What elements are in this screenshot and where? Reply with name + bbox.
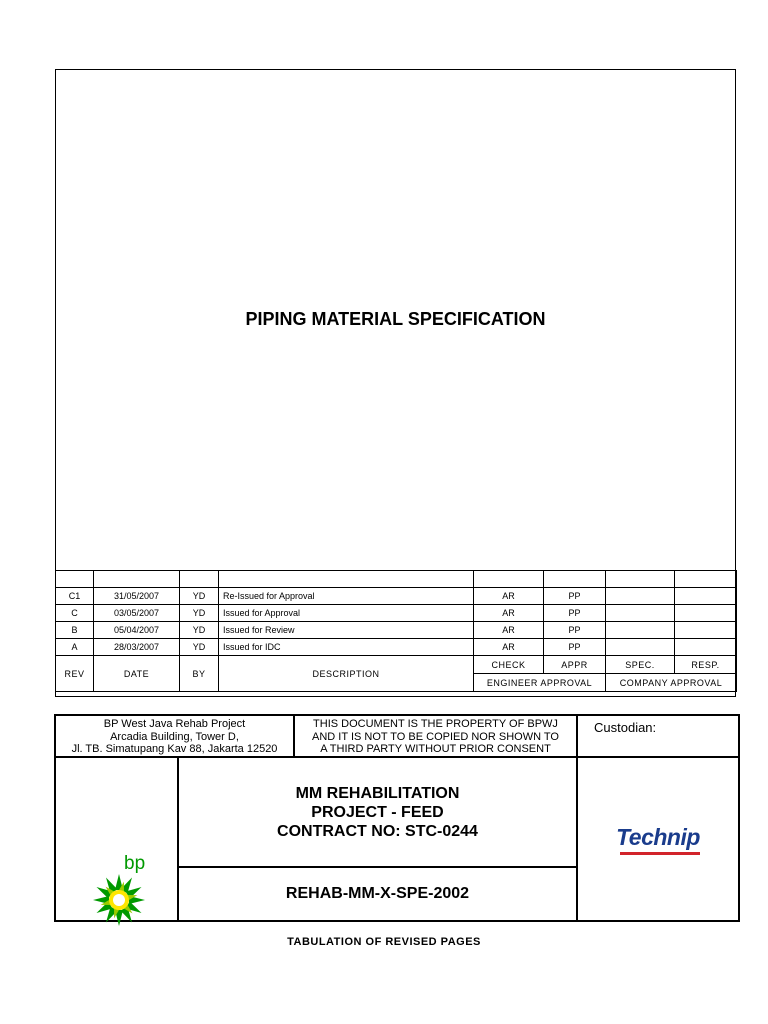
by-header: BY xyxy=(180,656,219,692)
bp-logo-text: bp xyxy=(124,853,146,874)
description-cell: Issued for IDC xyxy=(219,639,474,656)
notice-line: A THIRD PARTY WITHOUT PRIOR CONSENT xyxy=(320,743,551,755)
document-title: PIPING MATERIAL SPECIFICATION xyxy=(245,309,546,329)
notice-line: AND IT IS NOT TO BE COPIED NOR SHOWN TO xyxy=(312,730,559,743)
date-cell: 03/05/2007 xyxy=(94,605,180,622)
project-title xyxy=(178,757,577,867)
technip-underline xyxy=(620,852,700,855)
engineer-approval-header: ENGINEER APPROVAL xyxy=(474,674,606,692)
rev-cell: C xyxy=(56,605,94,622)
rev-cell: B xyxy=(56,622,94,639)
spec-cell xyxy=(606,605,675,622)
project-phase: PROJECT - FEED xyxy=(311,803,444,821)
by-cell: YD xyxy=(180,622,219,639)
document-number: REHAB-MM-X-SPE-2002 xyxy=(178,867,577,921)
check-cell: AR xyxy=(474,588,544,605)
address-line: BP West Java Rehab Project xyxy=(103,718,246,730)
resp-cell xyxy=(675,588,737,605)
company-address xyxy=(55,715,294,757)
description-header: DESCRIPTION xyxy=(219,656,474,692)
appr-cell: PP xyxy=(544,639,606,656)
title-block xyxy=(54,714,740,922)
technip-logo xyxy=(616,824,700,855)
notice-line: THIS DOCUMENT IS THE PROPERTY OF BPWJ xyxy=(313,718,558,730)
spec-header: SPEC. xyxy=(606,656,675,674)
resp-cell xyxy=(675,639,737,656)
resp-cell xyxy=(675,605,737,622)
rev-cell: A xyxy=(56,639,94,656)
custodian-label: Custodian: xyxy=(577,715,739,757)
table-row xyxy=(56,605,737,622)
spec-cell xyxy=(606,622,675,639)
description-cell: Re-Issued for Approval xyxy=(219,588,474,605)
check-cell: AR xyxy=(474,605,544,622)
page-caption: TABULATION OF REVISED PAGES xyxy=(287,936,481,948)
by-cell: YD xyxy=(180,639,219,656)
spec-cell xyxy=(606,588,675,605)
check-header: CHECK xyxy=(474,656,544,674)
company-approval-header: COMPANY APPROVAL xyxy=(606,674,737,692)
technip-logo-text: Technip xyxy=(616,823,700,850)
contractor-logo-cell xyxy=(577,757,739,921)
revision-table xyxy=(55,570,737,692)
appr-cell: PP xyxy=(544,605,606,622)
table-row xyxy=(56,588,737,605)
table-row xyxy=(56,622,737,639)
address-line: Arcadia Building, Tower D, xyxy=(110,730,239,743)
rev-cell: C1 xyxy=(56,588,94,605)
description-cell: Issued for Review xyxy=(219,622,474,639)
property-notice xyxy=(294,715,577,757)
client-logo-cell xyxy=(55,757,178,921)
description-cell: Issued for Approval xyxy=(219,605,474,622)
date-cell: 28/03/2007 xyxy=(94,639,180,656)
helios-icon xyxy=(88,871,150,927)
address-line: Jl. TB. Simatupang Kav 88, Jakarta 12520 xyxy=(71,743,278,755)
date-cell: 05/04/2007 xyxy=(94,622,180,639)
appr-cell: PP xyxy=(544,622,606,639)
table-header-row xyxy=(56,656,737,674)
date-header: DATE xyxy=(94,656,180,692)
table-row xyxy=(56,639,737,656)
project-name: MM REHABILITATION xyxy=(295,784,460,802)
check-cell: AR xyxy=(474,622,544,639)
resp-header: RESP. xyxy=(675,656,737,674)
contract-number: CONTRACT NO: STC-0244 xyxy=(277,822,478,840)
by-cell: YD xyxy=(180,588,219,605)
appr-cell: PP xyxy=(544,588,606,605)
check-cell: AR xyxy=(474,639,544,656)
date-cell: 31/05/2007 xyxy=(94,588,180,605)
rev-header: REV xyxy=(56,656,94,692)
appr-header: APPR xyxy=(544,656,606,674)
by-cell: YD xyxy=(180,605,219,622)
table-row xyxy=(56,571,737,588)
spec-cell xyxy=(606,639,675,656)
bp-logo xyxy=(78,853,160,926)
resp-cell xyxy=(675,622,737,639)
